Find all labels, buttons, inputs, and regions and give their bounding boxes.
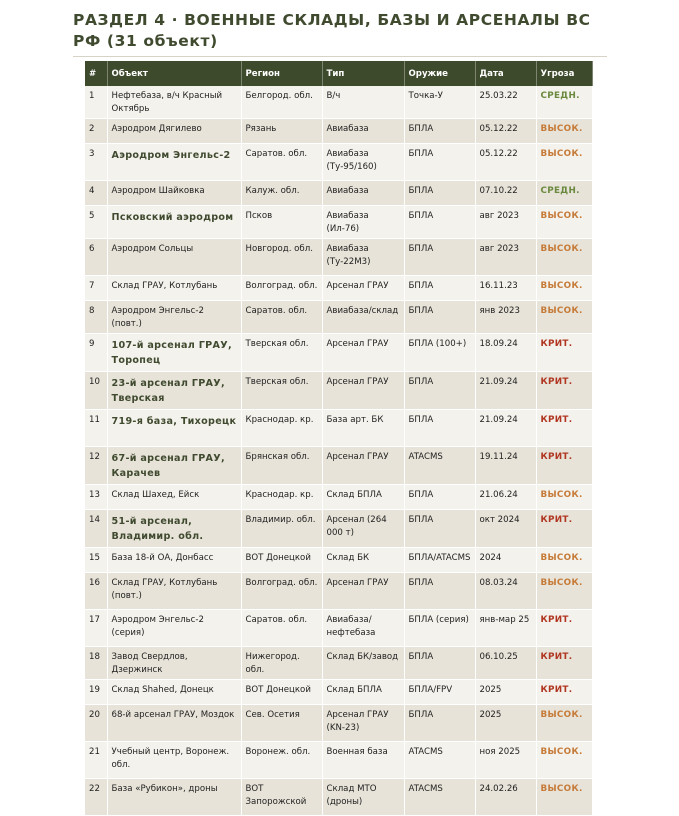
row-object: Псковский аэродром [107,206,241,239]
row-date: 19.11.24 [475,447,536,485]
row-number: 21 [85,742,107,779]
row-weapon: БПЛА [404,573,475,610]
row-number: 7 [85,276,107,301]
row-date: 05.12.22 [475,119,536,144]
row-weapon: БПЛА [404,181,475,206]
row-type: Арсенал ГРАУ [322,276,404,301]
row-number: 14 [85,510,107,548]
row-threat: СРЕДН. [536,86,592,119]
row-date: авг 2023 [475,239,536,276]
table-row [85,239,592,276]
row-date: 2025 [475,680,536,705]
row-object: 68-й арсенал ГРАУ, Моздок [107,705,241,742]
row-threat: ВЫСОК. [536,206,592,239]
arsenals-table [85,61,593,816]
row-type: Склад БК/завод [322,647,404,680]
table-row [85,206,592,239]
row-threat: ВЫСОК. [536,119,592,144]
row-object: Склад Шахед, Ейск [107,485,241,510]
row-number: 12 [85,447,107,485]
table-row [85,276,592,301]
table-row [85,647,592,680]
row-threat: ВЫСОК. [536,144,592,181]
row-weapon: БПЛА [404,372,475,410]
row-date: 06.10.25 [475,647,536,680]
row-object: Учебный центр, Воронеж. обл. [107,742,241,779]
table-row [85,779,592,816]
col-header-region: Регион [241,61,322,86]
row-date: 25.03.22 [475,86,536,119]
table-row [85,86,592,119]
row-threat: ВЫСОК. [536,573,592,610]
table-row [85,485,592,510]
row-object: 51-й арсенал, Владимир. обл. [107,510,241,548]
table-row [85,742,592,779]
row-threat: ВЫСОК. [536,742,592,779]
col-header-weapon: Оружие [404,61,475,86]
row-type: Авиабаза (Ту-22М3) [322,239,404,276]
row-region: Калуж. обл. [241,181,322,206]
row-object: Аэродром Энгельс-2 (серия) [107,610,241,647]
row-weapon: БПЛА [404,647,475,680]
row-weapon: БПЛА [404,276,475,301]
row-object: Аэродром Дягилево [107,119,241,144]
row-date: 2024 [475,548,536,573]
row-threat: КРИТ. [536,680,592,705]
row-region: ВОТ Донецкой [241,680,322,705]
row-date: окт 2024 [475,510,536,548]
row-object: Склад Shahed, Донецк [107,680,241,705]
row-object: Склад ГРАУ, Котлубань [107,276,241,301]
row-type: Авиабаза/склад [322,301,404,334]
row-object: Аэродром Шайковка [107,181,241,206]
row-weapon: БПЛА [404,410,475,447]
row-region: Саратов. обл. [241,301,322,334]
row-threat: ВЫСОК. [536,548,592,573]
row-date: 24.02.26 [475,779,536,816]
row-object: 107-й арсенал ГРАУ, Торопец [107,334,241,372]
row-type: Авиабаза (Ил-76) [322,206,404,239]
row-date: 05.12.22 [475,144,536,181]
row-number: 22 [85,779,107,816]
row-region: Белгород. обл. [241,86,322,119]
row-date: 21.09.24 [475,410,536,447]
row-number: 20 [85,705,107,742]
row-weapon: ATACMS [404,779,475,816]
row-number: 19 [85,680,107,705]
row-region: Саратов. обл. [241,144,322,181]
row-weapon: БПЛА [404,301,475,334]
row-type: Авиабаза/ нефтебаза [322,610,404,647]
col-header-date: Дата [475,61,536,86]
row-date: янв-мар 25 [475,610,536,647]
row-region: Рязань [241,119,322,144]
row-number: 13 [85,485,107,510]
row-region: Владимир. обл. [241,510,322,548]
row-region: Брянская обл. [241,447,322,485]
row-threat: СРЕДН. [536,181,592,206]
row-number: 9 [85,334,107,372]
row-object: Аэродром Энгельс-2 [107,144,241,181]
row-weapon: БПЛА/FPV [404,680,475,705]
row-region: Воронеж. обл. [241,742,322,779]
row-threat: КРИТ. [536,510,592,548]
row-threat: КРИТ. [536,334,592,372]
row-type: Арсенал ГРАУ [322,372,404,410]
row-number: 2 [85,119,107,144]
row-weapon: БПЛА (100+) [404,334,475,372]
row-weapon: БПЛА [404,705,475,742]
row-type: Склад БПЛА [322,485,404,510]
row-region: Тверская обл. [241,334,322,372]
row-object: Аэродром Сольцы [107,239,241,276]
row-number: 17 [85,610,107,647]
row-date: авг 2023 [475,206,536,239]
row-number: 10 [85,372,107,410]
table-row [85,610,592,647]
row-threat: ВЫСОК. [536,276,592,301]
row-weapon: ATACMS [404,447,475,485]
row-object: Завод Свердлов, Дзержинск [107,647,241,680]
row-threat: ВЫСОК. [536,485,592,510]
row-type: Арсенал ГРАУ [322,573,404,610]
row-type: Склад МТО (дроны) [322,779,404,816]
row-object: 719-я база, Тихорецк [107,410,241,447]
title-divider [73,56,607,57]
row-weapon: БПЛА/ATACMS [404,548,475,573]
row-region: Нижегород. обл. [241,647,322,680]
row-date: 18.09.24 [475,334,536,372]
row-date: 2025 [475,705,536,742]
col-header-object: Объект [107,61,241,86]
row-region: Волгоград. обл. [241,573,322,610]
row-type: Арсенал ГРАУ [322,447,404,485]
row-threat: КРИТ. [536,372,592,410]
table-row [85,181,592,206]
row-threat: ВЫСОК. [536,705,592,742]
row-number: 18 [85,647,107,680]
table-row [85,334,592,372]
table-row [85,548,592,573]
row-object: База «Рубикон», дроны [107,779,241,816]
section-title: РАЗДЕЛ 4 · ВОЕННЫЕ СКЛАДЫ, БАЗЫ И АРСЕНАЛЫ ВС РФ (31 объект) [73,11,591,50]
row-number: 4 [85,181,107,206]
row-region: ВОТ Запорожской [241,779,322,816]
row-weapon: БПЛА [404,119,475,144]
table-row [85,705,592,742]
row-date: 07.10.22 [475,181,536,206]
row-object: База 18-й ОА, Донбасс [107,548,241,573]
row-number: 3 [85,144,107,181]
row-threat: ВЫСОК. [536,239,592,276]
row-region: Саратов. обл. [241,610,322,647]
row-threat: КРИТ. [536,647,592,680]
row-region: Краснодар. кр. [241,485,322,510]
row-object: Склад ГРАУ, Котлубань (повт.) [107,573,241,610]
row-date: 16.11.23 [475,276,536,301]
row-type: База арт. БК [322,410,404,447]
row-type: Арсенал (264 000 т) [322,510,404,548]
row-type: Склад БК [322,548,404,573]
row-date: янв 2023 [475,301,536,334]
row-type: Авиабаза [322,119,404,144]
row-type: Склад БПЛА [322,680,404,705]
row-object: 23-й арсенал ГРАУ, Тверская [107,372,241,410]
table-row [85,510,592,548]
row-threat: ВЫСОК. [536,301,592,334]
row-object: Аэродром Энгельс-2 (повт.) [107,301,241,334]
col-header-number: # [85,61,107,86]
row-number: 1 [85,86,107,119]
row-region: Новгород. обл. [241,239,322,276]
row-threat: ВЫСОК. [536,779,592,816]
table-row [85,447,592,485]
row-date: 08.03.24 [475,573,536,610]
col-header-type: Тип [322,61,404,86]
row-number: 8 [85,301,107,334]
row-number: 16 [85,573,107,610]
row-region: Сев. Осетия [241,705,322,742]
row-type: Авиабаза [322,181,404,206]
table-row [85,573,592,610]
row-date: 21.06.24 [475,485,536,510]
table-header-row [85,61,592,86]
row-number: 15 [85,548,107,573]
row-region: ВОТ Донецкой [241,548,322,573]
table-row [85,301,592,334]
row-threat: КРИТ. [536,447,592,485]
row-date: 21.09.24 [475,372,536,410]
row-region: Волгоград. обл. [241,276,322,301]
row-weapon: БПЛА [404,144,475,181]
row-number: 6 [85,239,107,276]
row-object: Нефтебаза, в/ч Красный Октябрь [107,86,241,119]
col-header-threat: Угроза [536,61,592,86]
row-weapon: БПЛА (серия) [404,610,475,647]
row-weapon: ATACMS [404,742,475,779]
row-type: Арсенал ГРАУ (KN-23) [322,705,404,742]
row-region: Краснодар. кр. [241,410,322,447]
row-object: 67-й арсенал ГРАУ, Карачев [107,447,241,485]
row-region: Тверская обл. [241,372,322,410]
row-weapon: БПЛА [404,206,475,239]
table-row [85,372,592,410]
row-number: 5 [85,206,107,239]
row-type: В/ч [322,86,404,119]
row-weapon: Точка-У [404,86,475,119]
row-type: Военная база [322,742,404,779]
table-row [85,680,592,705]
table-row [85,119,592,144]
row-weapon: БПЛА [404,485,475,510]
row-weapon: БПЛА [404,239,475,276]
row-region: Псков [241,206,322,239]
row-threat: КРИТ. [536,610,592,647]
row-number: 11 [85,410,107,447]
row-threat: КРИТ. [536,410,592,447]
table-row [85,410,592,447]
table-row [85,144,592,181]
row-weapon: БПЛА [404,510,475,548]
row-type: Арсенал ГРАУ [322,334,404,372]
row-type: Авиабаза (Ту-95/160) [322,144,404,181]
row-date: ноя 2025 [475,742,536,779]
